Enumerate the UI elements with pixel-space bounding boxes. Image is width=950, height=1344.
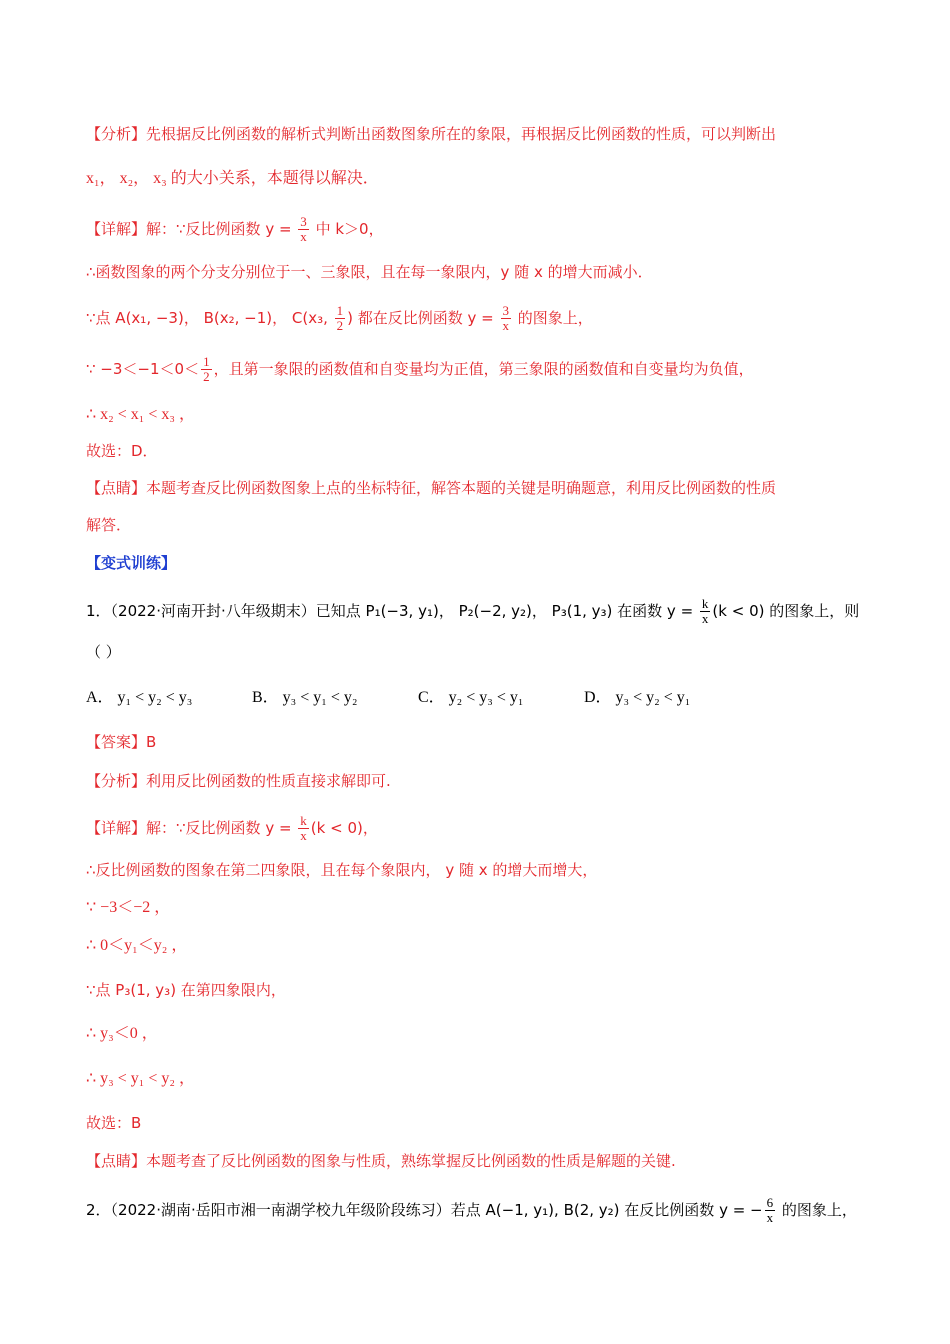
question-1-blank: （ ） bbox=[86, 643, 121, 661]
detail-2-line-5: ∵点 P₃(1, y₃) 在第四象限内， bbox=[86, 981, 286, 999]
section-heading-variant-training: 【变式训练】 bbox=[86, 554, 177, 572]
detail-2-line-2: ∴反比例函数的图象在第二四象限，且在每个象限内， y 随 x 的增大而增大， bbox=[86, 861, 598, 879]
fraction-1-over-2: $\frac{1}{2}$ bbox=[336, 303, 344, 333]
detail-line-3: ∵点 A(x₁, −3)， B(x₂, −1)， C(x₃, $\frac{1}{2}$ ) 都在反比例函数 y = $\frac{3}{x}$ 的图象上， bbox=[86, 303, 593, 333]
detail-2-answer: 故选：B bbox=[86, 1114, 142, 1132]
detail-answer: 故选：D． bbox=[86, 442, 158, 460]
fraction-1-over-2-b: $\frac{1}{2}$ bbox=[203, 354, 210, 384]
fraction-3-over-x: $\frac{3}{x}$ bbox=[300, 214, 307, 244]
detail-2-line-4: ∴ 0＜y₁＜y₂ ， bbox=[86, 937, 188, 954]
analysis-line-1: 【分析】先根据反比例函数的解析式判断出函数图象所在的象限，再根据反比例函数的性质，可以判断出 bbox=[86, 125, 777, 143]
detail-line-2: ∴函数图象的两个分支分别位于一、三象限，且在每一象限内，y 随 x 的增大而减小． bbox=[86, 263, 653, 281]
detail-line-1: 【详解】解：∵反比例函数 y = $\frac{3}{x}$ 中 k＞0， bbox=[86, 214, 384, 244]
option-b[interactable]: B． y₃ < y₁ < y₂ bbox=[252, 689, 358, 706]
detail-line-4: ∵ −3＜−1＜0＜ $\frac{1}{2}$ ，且第一象限的函数值和自变量均为正值，第三象限的函数值和自变量均为负值， bbox=[86, 354, 754, 384]
comment-line-1: 【点睛】本题考查反比例函数图象上点的坐标特征，解答本题的关键是明确题意，利用反比例函数的性质 bbox=[86, 479, 777, 497]
detail-2-line-1: 【详解】解：∵反比例函数 y = $\frac{k}{x}$ (k < 0)， bbox=[86, 813, 378, 843]
fraction-6-over-x: $\frac{6}{x}$ bbox=[766, 1195, 774, 1225]
analysis-line-2: x₁， x₂， x₃ 的大小关系，本题得以解决． bbox=[86, 170, 379, 187]
option-a[interactable]: A． y₁ < y₂ < y₃ bbox=[86, 689, 193, 706]
comment-line-2: 解答． bbox=[86, 516, 132, 534]
detail-line-5: ∴ x₂ < x₁ < x₃ ， bbox=[86, 406, 195, 423]
option-d[interactable]: D． y₃ < y₂ < y₁ bbox=[584, 689, 691, 706]
fraction-k-over-x-2: $\frac{k}{x}$ bbox=[300, 813, 307, 843]
analysis-2-line: 【分析】利用反比例函数的性质直接求解即可. bbox=[86, 772, 391, 790]
detail-2-line-3: ∵ −3＜−2 ， bbox=[86, 899, 171, 916]
question-1-line-1: 1．（2022·河南开封·八年级期末）已知点 P₁(−3, y₁)， P₂(−2, y₂)， P₃(1, y₃) 在函数 y = $\frac{k}{x}$ (k < 0) 的图象上，则 bbox=[86, 596, 860, 626]
question-2-line-1: 2．（2022·湖南·岳阳市湘一南湖学校九年级阶段练习）若点 A(−1, y₁), B(2, y₂) 在反比例函数 y = − $\frac{6}{x}$ 的图象上， bbox=[86, 1195, 857, 1225]
fraction-k-over-x: $\frac{k}{x}$ bbox=[701, 596, 709, 626]
answer-line: 【答案】B bbox=[86, 733, 157, 751]
option-c[interactable]: C． y₂ < y₃ < y₁ bbox=[418, 689, 524, 706]
fraction-3-over-x-2: $\frac{3}{x}$ bbox=[502, 303, 510, 333]
comment-2-line: 【点睛】本题考查了反比例函数的图象与性质，熟练掌握反比例函数的性质是解题的关键. bbox=[86, 1152, 676, 1170]
detail-2-line-6: ∴ y₃＜0 ， bbox=[86, 1025, 158, 1042]
detail-2-line-7: ∴ y₃ < y₁ < y₂ ， bbox=[86, 1070, 195, 1087]
